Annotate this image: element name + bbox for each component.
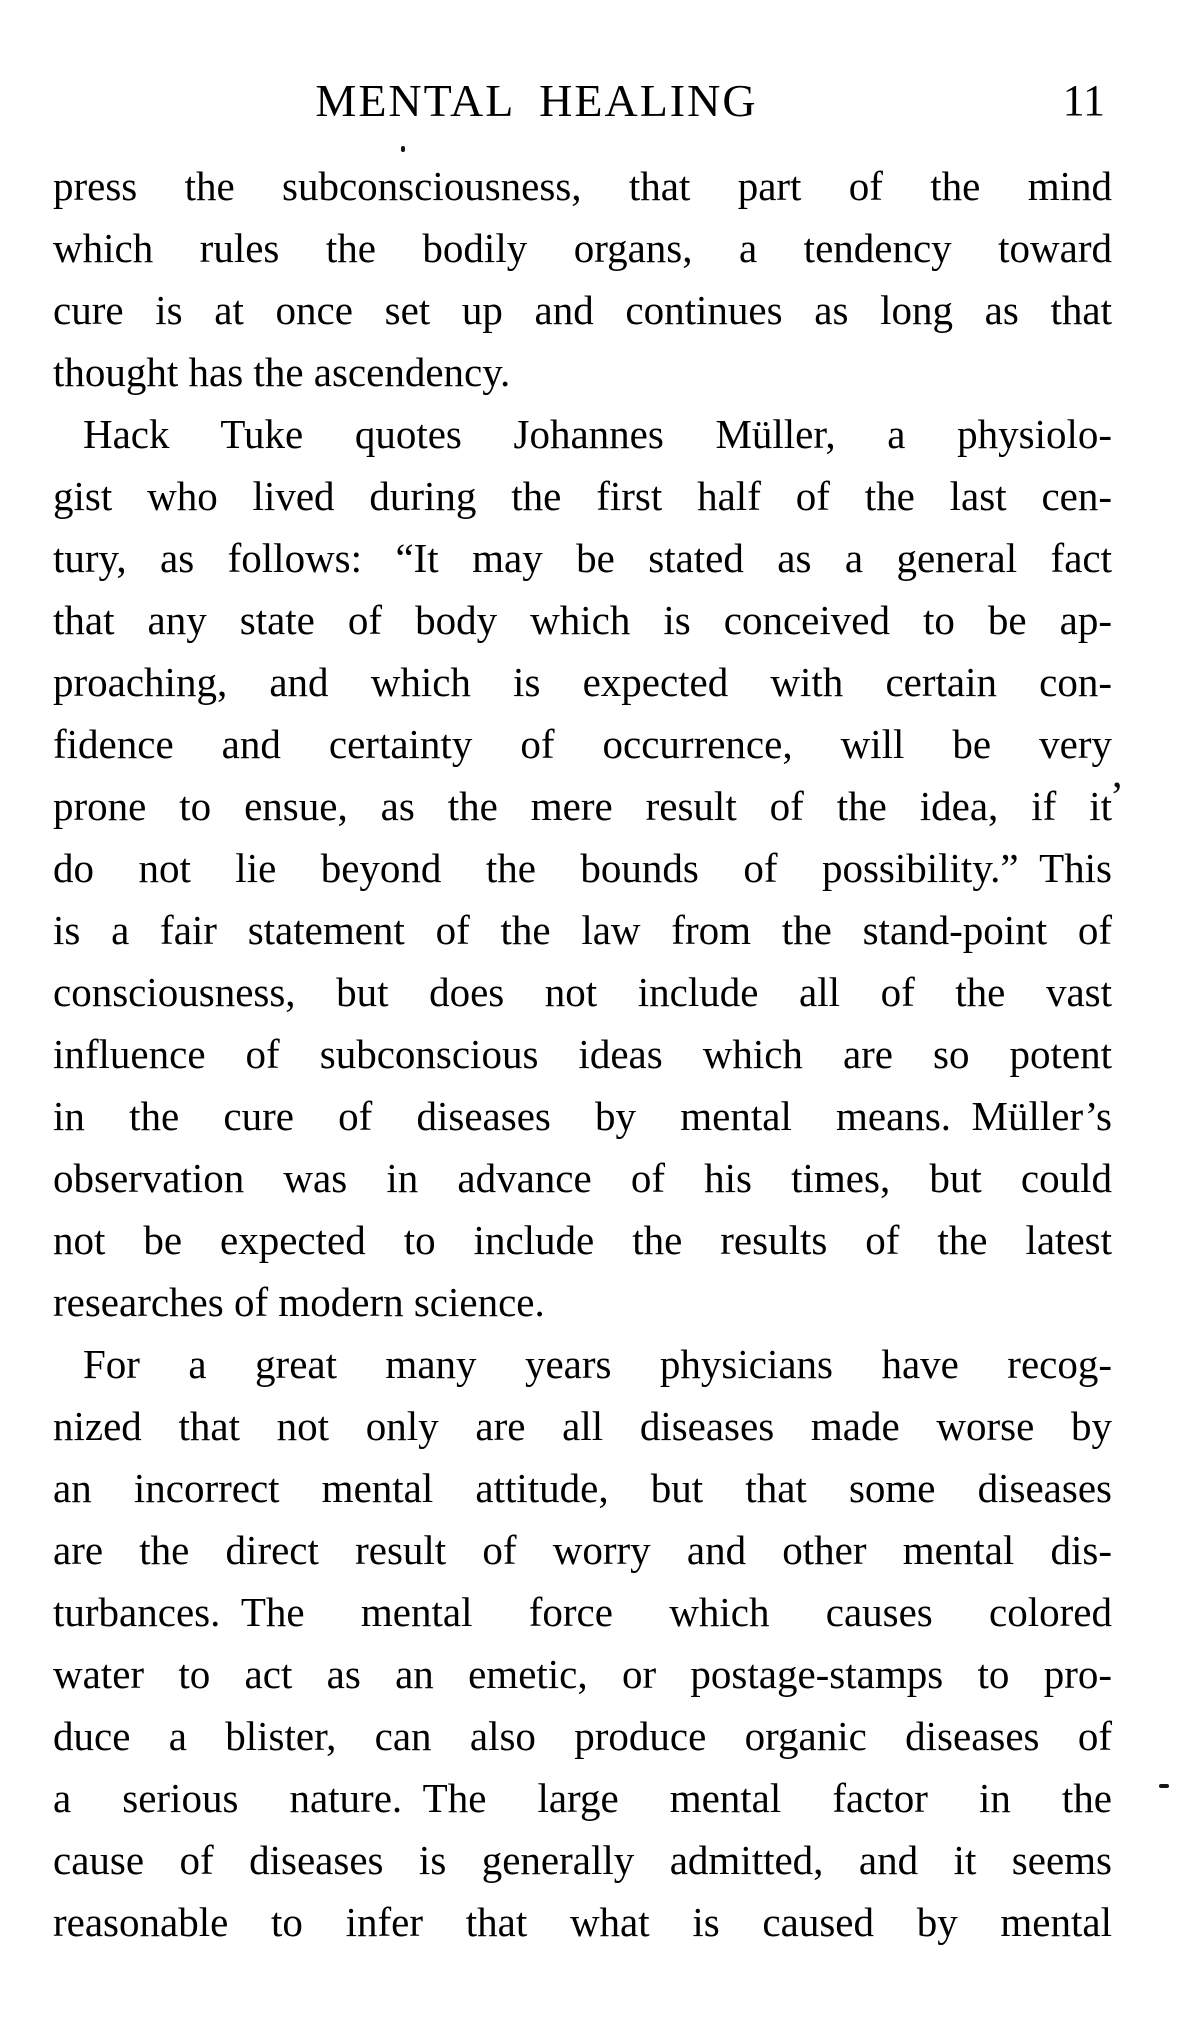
text-line: which rules the bodily organs, a tendency toward xyxy=(53,225,1112,271)
text-line: For a great many years physicians have recog- xyxy=(83,1341,1112,1387)
text-line: Hack Tuke quotes Johannes Müller, a physiolo- xyxy=(83,411,1112,457)
text-line: reasonable to infer that what is caused by mental xyxy=(53,1899,1112,1945)
text-line: press the subconsciousness, that part of the mind xyxy=(53,163,1112,209)
text-line: not be expected to include the results of the latest xyxy=(53,1217,1112,1263)
ink-artifact-dot xyxy=(401,146,405,152)
text-line: fidence and certainty of occurrence, will be very xyxy=(53,721,1112,767)
ink-artifact-dash xyxy=(1159,1784,1169,1788)
page-header xyxy=(53,74,1112,128)
text-line: proaching, and which is expected with certain con- xyxy=(53,659,1112,705)
text-line: a serious nature. The large mental factor in the xyxy=(53,1775,1112,1821)
text-line: is a fair statement of the law from the stand-point of xyxy=(53,907,1112,953)
text-line: cure is at once set up and continues as long as that xyxy=(53,287,1112,333)
text-line: thought has the ascendency. xyxy=(53,349,511,395)
text-line: in the cure of diseases by mental means. Müller’s xyxy=(53,1093,1112,1139)
text-line: an incorrect mental attitude, but that some diseases xyxy=(53,1465,1112,1511)
page-body xyxy=(53,155,1112,1953)
text-line: researches of modern science. xyxy=(53,1279,545,1325)
text-line: do not lie beyond the bounds of possibility.” This xyxy=(53,845,1112,891)
text-line: duce a blister, can also produce organic diseases of xyxy=(53,1713,1112,1759)
ink-artifact-comma: , xyxy=(1112,751,1123,797)
text-line: water to act as an emetic, or postage-stamps to pro- xyxy=(53,1651,1112,1697)
text-line: consciousness, but does not include all of the vast xyxy=(53,969,1112,1015)
page-number: 11 xyxy=(1062,76,1105,125)
text-line: tury, as follows: “It may be stated as a general fact xyxy=(53,535,1112,581)
text-line: gist who lived during the first half of the last cen- xyxy=(53,473,1112,519)
text-line: nized that not only are all diseases made worse by xyxy=(53,1403,1112,1449)
text-line: cause of diseases is generally admitted, and it seems xyxy=(53,1837,1112,1883)
text-line: influence of subconscious ideas which are so potent xyxy=(53,1031,1112,1077)
running-title: MENTAL HEALING xyxy=(315,75,758,126)
text-line: prone to ensue, as the mere result of the idea, if it xyxy=(53,783,1112,829)
text-line: that any state of body which is conceived to be ap- xyxy=(53,597,1112,643)
text-line: observation was in advance of his times, but could xyxy=(53,1155,1112,1201)
text-line: turbances. The mental force which causes colored xyxy=(53,1589,1112,1635)
text-line: are the direct result of worry and other mental dis- xyxy=(53,1527,1112,1573)
